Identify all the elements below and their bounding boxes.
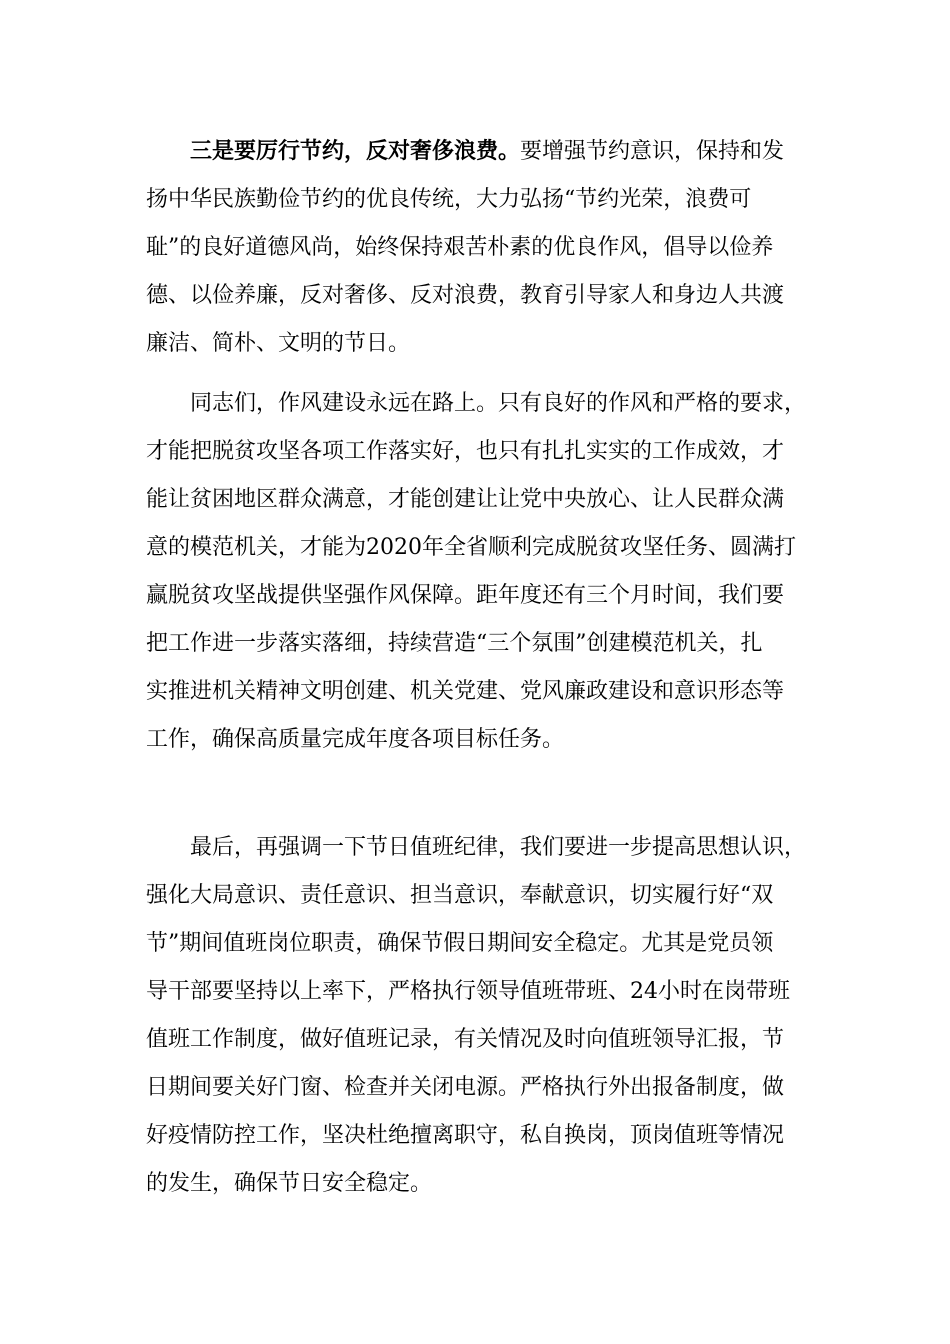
paragraph-line [146,128,808,176]
paragraph-line: 最后，再强调一下节日值班纪律，我们要进一步提高思想认识， [190,835,807,860]
paragraph-line: 廉洁、简朴、文明的节日。 [146,331,411,356]
paragraph-line: 才能把脱贫攻坚各项工作落实好，也只有扎扎实实的工作成效，才 [146,439,785,464]
paragraph-line: 导干部要坚持以上率下，严格执行领导值班带班、24小时在岗带班 [146,979,790,1004]
paragraph-line: 能让贫困地区群众满意，才能创建让让党中央放心、让人民群众满 [146,487,785,512]
paragraph-duty-discipline [146,824,808,1208]
paragraph-line: 强化大局意识、责任意识、担当意识，奉献意识，切实履行好“双 [146,883,774,908]
paragraph-line: 节”期间值班岗位职责，确保节假日期间安全稳定。尤其是党员领 [146,931,774,956]
paragraph-text: 要增强节约意识，保持和发 [520,139,785,164]
paragraph-line: 值班工作制度，做好值班记录，有关情况及时向值班领导汇报，节 [146,1027,785,1052]
paragraph-line: 德、以俭养廉，反对奢侈、反对浪费，教育引导家人和身边人共渡 [146,283,785,308]
paragraph-line: 意的模范机关，才能为2020年全省顺利完成脱贫攻坚任务、圆满打 [146,535,796,560]
paragraph-line: 耻”的良好道德风尚，始终保持艰苦朴素的优良作风，倡导以俭养 [146,235,774,260]
paragraph-line: 日期间要关好门窗、检查并关闭电源。严格执行外出报备制度，做 [146,1075,785,1100]
paragraph-line: 扬中华民族勤俭节约的优良传统，大力弘扬“节约光荣，浪费可 [146,187,752,212]
paragraph-line: 赢脱贫攻坚战提供坚强作风保障。距年度还有三个月时间，我们要 [146,583,785,608]
paragraph-line: 工作，确保高质量完成年度各项目标任务。 [146,727,565,752]
paragraph-work-style [146,380,808,764]
paragraph-frugality [146,128,808,368]
paragraph-line: 把工作进一步落实落细，持续营造“三个氛围”创建模范机关，扎 [146,631,763,656]
paragraph-line: 好疫情防控工作，坚决杜绝擅离职守，私自换岗，顶岗值班等情况 [146,1123,785,1148]
paragraph-line: 同志们，作风建设永远在路上。只有良好的作风和严格的要求， [190,391,807,416]
paragraph-line: 实推进机关精神文明创建、机关党建、党风廉政建设和意识形态等 [146,679,785,704]
paragraph-line: 的发生，确保节日安全稳定。 [146,1171,433,1196]
paragraph-lead-heading: 三是要厉行节约，反对奢侈浪费。 [190,139,521,164]
